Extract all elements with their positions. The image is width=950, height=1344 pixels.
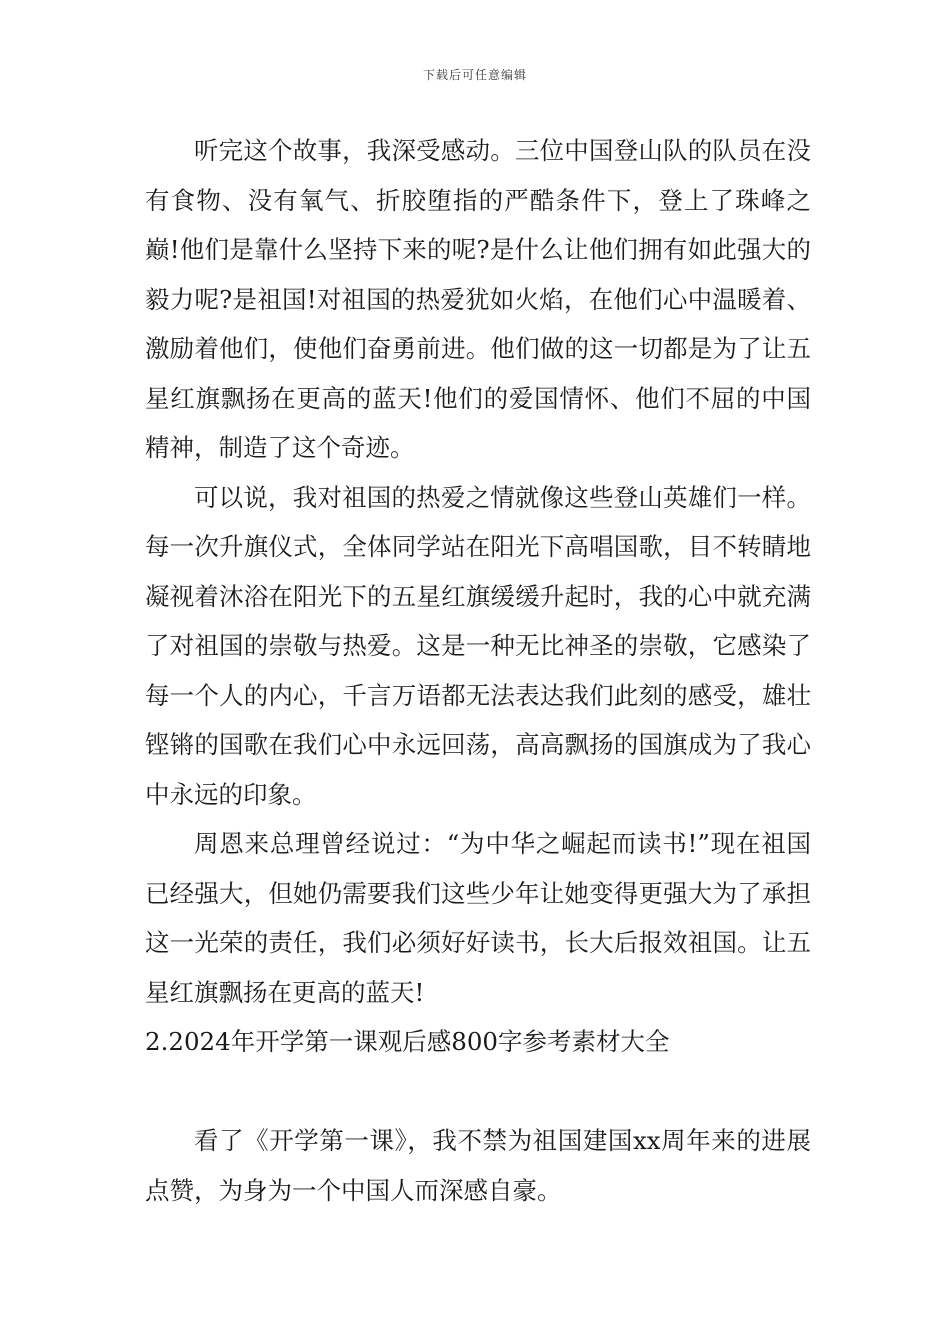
page-header-note: 下载后可任意编辑	[422, 68, 527, 82]
document-body	[145, 126, 811, 1215]
paragraph-1: 听完这个故事，我深受感动。三位中国登山队的队员在没有食物、没有氧气、折胶堕指的严酷条件下，登上了珠峰之巅!他们是靠什么坚持下来的呢?是什么让他们拥有如此强大的毅力呢?是祖国!对祖国的热爱犹如火焰，在他们心中温暖着、激励着他们，使他们奋勇前进。他们做的这一切都是为了让五星红旗飘扬在更高的蓝天!他们的爱国情怀、他们不屈的中国精神，制造了这个奇迹。	[145, 136, 811, 462]
paragraph-4: 看了《开学第一课》，我不禁为祖国建国xx周年来的进展点赞，为身为一个中国人而深感自豪。	[145, 1126, 811, 1205]
blank-line	[145, 1067, 811, 1117]
paragraph-3: 周恩来总理曾经说过：“为中华之崛起而读书!”现在祖国已经强大，但她仍需要我们这些少年让她变得更强大为了承担这一光荣的责任，我们必须好好读书，长大后报效祖国。让五星红旗飘扬在更高的蓝天!	[145, 829, 811, 1007]
paragraph-2: 可以说，我对祖国的热爱之情就像这些登山英雄们一样。每一次升旗仪式，全体同学站在阳光下高唱国歌，目不转睛地凝视着沐浴在阳光下的五星红旗缓缓升起时，我的心中就充满了对祖国的崇敬与热爱。这是一种无比神圣的崇敬，它感染了每一个人的内心，千言万语都无法表达我们此刻的感受，雄壮铿锵的国歌在我们心中永远回荡，高高飘扬的国旗成为了我心中永远的印象。	[145, 482, 811, 809]
section-heading: 2.2024年开学第一课观后感800字参考素材大全	[145, 1027, 670, 1056]
